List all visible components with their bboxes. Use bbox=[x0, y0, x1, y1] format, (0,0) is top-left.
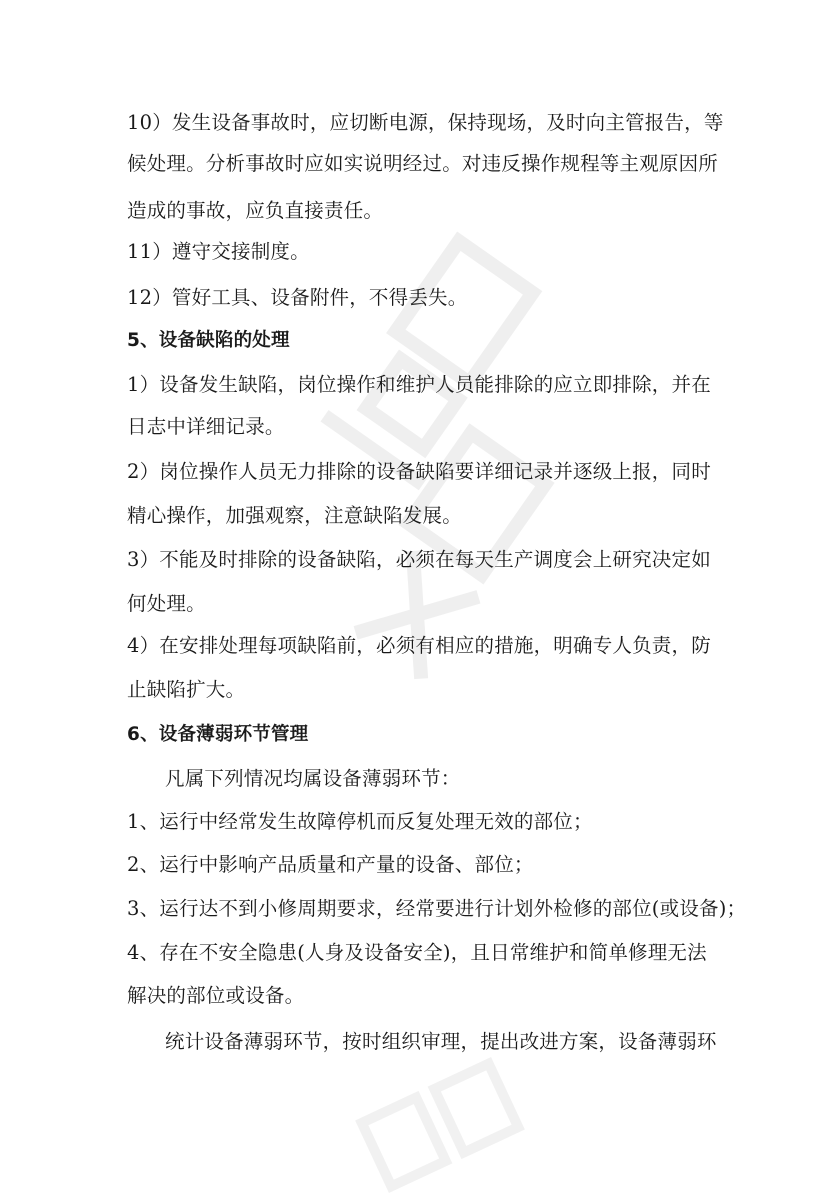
paragraph-line: 造成的事故，应负直接责任。 bbox=[127, 199, 384, 222]
paragraph-item-4: 4）在安排处理每项缺陷前，必须有相应的措施，明确专人负责，防 bbox=[127, 634, 711, 657]
watermark-icon bbox=[348, 1050, 531, 1199]
paragraph-line: 统计设备薄弱环节，按时组织审理，提出改进方案，设备薄弱环 bbox=[165, 1030, 717, 1053]
list-item: 1、运行中经常发生故障停机而反复处理无效的部位； bbox=[127, 810, 593, 833]
paragraph-line: 候处理。分析事故时应如实说明经过。对违反操作规程等主观原因所 bbox=[127, 152, 719, 175]
paragraph-line: 精心操作，加强观察，注意缺陷发展。 bbox=[127, 504, 462, 527]
paragraph-intro: 凡属下列情况均属设备薄弱环节： bbox=[165, 767, 461, 790]
section-heading-6: 6、设备薄弱环节管理 bbox=[127, 724, 309, 745]
paragraph-line: 解决的部位或设备。 bbox=[127, 984, 305, 1007]
list-item: 2、运行中影响产品质量和产量的设备、部位； bbox=[127, 853, 534, 876]
section-heading-5: 5、设备缺陷的处理 bbox=[127, 330, 290, 351]
paragraph-item-2: 2）岗位操作人员无力排除的设备缺陷要详细记录并逐级上报，同时 bbox=[127, 460, 711, 483]
list-item: 3、运行达不到小修周期要求，经常要进行计划外检修的部位(或设备)； bbox=[127, 897, 747, 920]
paragraph-line: 何处理。 bbox=[127, 592, 206, 615]
paragraph-item-11: 11）遵守交接制度。 bbox=[127, 240, 310, 263]
list-item: 4、存在不安全隐患(人身及设备安全)，且日常维护和简单修理无法 bbox=[127, 941, 707, 964]
paragraph-item-1: 1）设备发生缺陷，岗位操作和维护人员能排除的应立即排除，并在 bbox=[127, 373, 711, 396]
paragraph-line: 日志中详细记录。 bbox=[127, 415, 285, 438]
paragraph-line: 止缺陷扩大。 bbox=[127, 678, 246, 701]
paragraph-item-10: 10）发生设备事故时，应切断电源，保持现场，及时向主管报告，等 bbox=[127, 111, 724, 134]
paragraph-item-3: 3）不能及时排除的设备缺陷，必须在每天生产调度会上研究决定如 bbox=[127, 548, 711, 571]
paragraph-item-12: 12）管好工具、设备附件，不得丢失。 bbox=[127, 286, 468, 309]
